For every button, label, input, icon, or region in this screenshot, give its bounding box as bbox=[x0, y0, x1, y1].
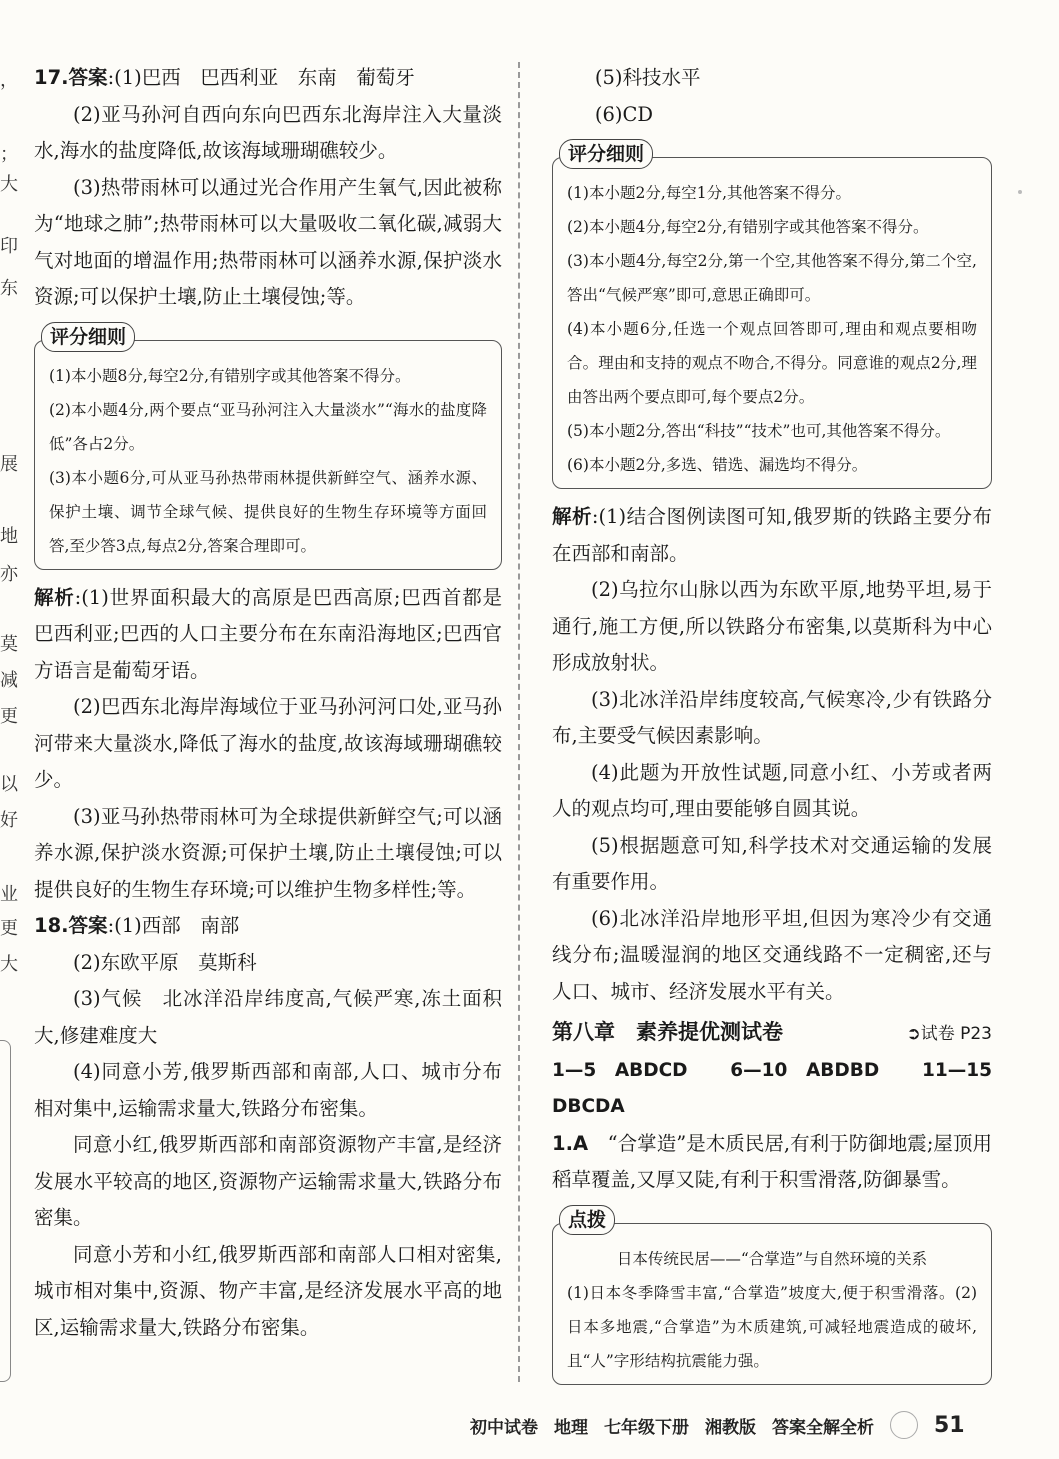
paper-speck bbox=[1018, 190, 1022, 194]
q18-answer-3: (3)气候 北冰洋沿岸纬度高,气候严寒,冻土面积大,修建难度大 bbox=[34, 987, 502, 1047]
q18-explanation-1: 解析:(1)结合图例读图可知,俄罗斯的铁路主要分布在西部和南部。 bbox=[552, 505, 992, 565]
q17-answer-3: (3)热带雨林可以通过光合作用产生氧气,因此被称为“地球之肺”;热带雨林可以大量吸收二氧化碳,减弱大气对地面的增温作用;热带雨林可以涵养水源,保护淡水资源;可以保护土壤,防止土壤侵蚀;等。 bbox=[34, 175, 502, 308]
scoring-rule: (2)本小题4分,两个要点“亚马孙河注入大量淡水”“海水的盐度降低”各占2分。 bbox=[49, 400, 487, 453]
scoring-rules-title: 评分细则 bbox=[41, 322, 135, 352]
margin-char: ； bbox=[0, 144, 18, 165]
q17-explanation-1: 解析:(1)世界面积最大的高原是巴西高原;巴西首都是巴西利亚;巴西的人口主要分布在东南沿海地区;巴西官方语言是葡萄牙语。 bbox=[34, 585, 502, 682]
margin-char: ， bbox=[0, 70, 18, 91]
margin-char: 更 bbox=[0, 706, 18, 727]
q18-answer: 18.答案:(1)西部 南部 bbox=[34, 914, 240, 937]
scoring-rule: (1)本小题8分,每空2分,有错别字或其他答案不得分。 bbox=[49, 366, 411, 385]
scoring-rule: (1)本小题2分,每空1分,其他答案不得分。 bbox=[567, 184, 852, 202]
margin-char: 地 bbox=[0, 526, 18, 547]
arrow-icon: ➲ bbox=[906, 1024, 921, 1044]
tips-box bbox=[552, 1208, 992, 1385]
q18-explanation-2: (2)乌拉尔山脉以西为东欧平原,地势平坦,易于通行,施工方便,所以铁路分布密集,以莫斯科为中心形成放射状。 bbox=[552, 578, 992, 674]
q18-answer-6: 同意小芳和小红,俄罗斯西部和南部人口相对密集,城市相对集中,资源、物产丰富,是经济发展水平高的地区,运输需求量大,铁路分布密集。 bbox=[34, 1242, 502, 1339]
left-column bbox=[34, 60, 502, 1346]
margin-char: 业 bbox=[0, 884, 18, 905]
scoring-rules-title: 评分细则 bbox=[559, 139, 653, 169]
margin-char: 大 bbox=[0, 174, 18, 195]
page-footer bbox=[470, 1408, 1030, 1442]
q1-explanation: 1.A “合掌造”是木质民居,有利于防御地震;屋顶用稻草覆盖,又厚又陡,有利于积雪滑落,防御暴雪。 bbox=[552, 1131, 992, 1191]
footer-subject: 地理 bbox=[554, 1417, 588, 1438]
mascot-logo-icon bbox=[890, 1411, 918, 1439]
left-margin-frame bbox=[0, 1040, 11, 1382]
margin-char: 东 bbox=[0, 278, 18, 299]
margin-char: 更 bbox=[0, 918, 18, 939]
q18-explanation-3: (3)北冰洋沿岸纬度较高,气候寒冷,少有铁路分布,主要受气候因素影响。 bbox=[552, 687, 992, 747]
exam-page-reference: ➲试卷 P23 bbox=[906, 1024, 992, 1044]
scoring-rule: (2)本小题4分,每空2分,有错别字或其他答案不得分。 bbox=[567, 218, 929, 236]
footer-grade: 七年级下册 bbox=[604, 1417, 689, 1438]
q18-answer-2: (2)东欧平原 莫斯科 bbox=[73, 950, 257, 974]
scoring-rule: (5)本小题2分,答出“科技”“技术”也可,其他答案不得分。 bbox=[567, 422, 951, 440]
margin-char: 印 bbox=[0, 236, 18, 257]
answer-codes: 1—5 ABDCD 6—10 ABDBD 11—15 DBCDA bbox=[552, 1059, 992, 1117]
chapter-heading bbox=[552, 1014, 992, 1053]
page-number: 51 bbox=[934, 1412, 965, 1438]
q17-explanation-3: (3)亚马孙热带雨林可为全球提供新鲜空气;可以涵养水源,保护淡水资源;可保护土壤,防止土壤侵蚀;可以提供良好的生物生存环境;可以维护生物多样性;等。 bbox=[34, 804, 502, 901]
q18-explanation-6: (6)北冰洋沿岸地形平坦,但因为寒冷少有交通线分布;温暖湿润的地区交通线路不一定稠密,还与人口、城市、经济发展水平有关。 bbox=[552, 906, 992, 1003]
scoring-rule: (6)本小题2分,多选、错选、漏选均不得分。 bbox=[567, 456, 868, 474]
q18-answer-5-right: (5)科技水平 bbox=[594, 66, 701, 89]
footer-section: 答案全解全析 bbox=[772, 1417, 874, 1438]
margin-char: 减 bbox=[0, 670, 18, 691]
margin-char: 以 bbox=[0, 774, 18, 795]
margin-char: 亦 bbox=[0, 564, 18, 585]
scoring-rule: (3)本小题6分,可从亚马孙热带雨林提供新鲜空气、涵养水源、保护土壤、调节全球气候、提供良好的生物生存环境等方面回答,至少答3点,每点2分,答案合理即可。 bbox=[49, 468, 487, 555]
footer-series: 初中试卷 bbox=[470, 1417, 538, 1438]
column-divider bbox=[518, 62, 520, 1382]
right-column bbox=[552, 60, 992, 1395]
scoring-rule: (3)本小题4分,每空2分,第一个空,其他答案不得分,第二个空,答出“气候严寒”即可,意思正确即可。 bbox=[567, 252, 977, 304]
q17-answer-2: (2)亚马孙河自西向东向巴西东北海岸注入大量淡水,海水的盐度降低,故该海域珊瑚礁较少。 bbox=[34, 102, 502, 162]
tips-title: 点拨 bbox=[559, 1205, 615, 1235]
footer-edition: 湘教版 bbox=[705, 1417, 756, 1438]
margin-char: 大 bbox=[0, 954, 18, 975]
q18-answer-6-right: (6)CD bbox=[594, 102, 654, 126]
scoring-rules-box-2 bbox=[552, 143, 992, 489]
margin-char: 展 bbox=[0, 454, 18, 475]
scoring-rules-box-1 bbox=[34, 325, 502, 570]
chapter-title: 第八章 素养提优测试卷 bbox=[552, 1020, 783, 1044]
q18-answer-5: 同意小红,俄罗斯西部和南部资源物产丰富,是经济发展水平较高的地区,资源物产运输需求量大,铁路分布密集。 bbox=[34, 1133, 502, 1229]
tips-heading: 日本传统民居——“合掌造”与自然环境的关系 bbox=[616, 1249, 928, 1268]
scoring-rule: (4)本小题6分,任选一个观点回答即可,理由和观点要相吻合。理由和支持的观点不吻合,不得分。同意谁的观点2分,理由答出两个要点即可,每个要点2分。 bbox=[567, 320, 977, 406]
q18-answer-4: (4)同意小芳,俄罗斯西部和南部,人口、城市分布相对集中,运输需求量大,铁路分布密集。 bbox=[34, 1060, 502, 1120]
q17-answer: 17.答案:(1)巴西 巴西利亚 东南 葡萄牙 bbox=[34, 66, 415, 89]
margin-char: 好 bbox=[0, 810, 18, 831]
q17-explanation-2: (2)巴西东北海岸海域位于亚马孙河河口处,亚马孙河带来大量淡水,降低了海水的盐度,故该海域珊瑚礁较少。 bbox=[34, 695, 502, 791]
q18-explanation-4: (4)此题为开放性试题,同意小红、小芳或者两人的观点均可,理由要能够自圆其说。 bbox=[552, 760, 992, 820]
q18-explanation-5: (5)根据题意可知,科学技术对交通运输的发展有重要作用。 bbox=[552, 833, 992, 893]
tips-text: (1)日本冬季降雪丰富,“合掌造”坡度大,便于积雪滑落。(2)日本多地震,“合掌造”为木质建筑,可减轻地震造成的破坏,且“人”字形结构抗震能力强。 bbox=[567, 1283, 977, 1370]
margin-char: 莫 bbox=[0, 634, 18, 655]
